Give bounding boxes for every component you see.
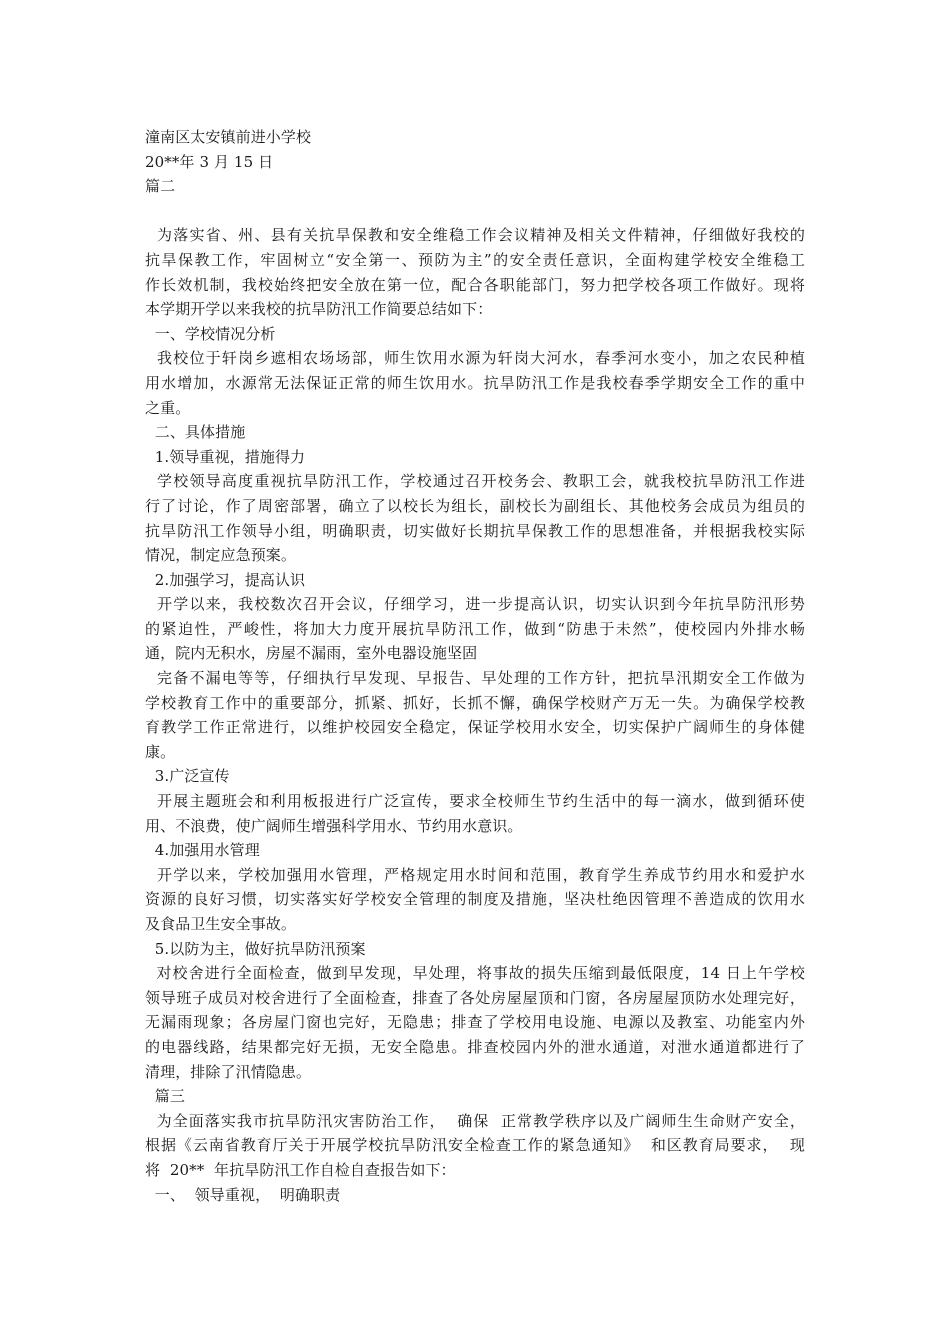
subheading-5: 5.以防为主，做好抗旱防汛预案 xyxy=(145,939,366,958)
paragraph-line: 育教学工作正常进行，以维护校园安全稳定，保证学校用水安全，切实保护广阔师生的身体健 xyxy=(145,718,805,737)
paragraph-line: 抗旱保教工作，牢固树立“安全第一、预防为主”的安全责任意识，全面构建学校安全维稳工 xyxy=(145,250,805,269)
section-title-2: 篇二 xyxy=(145,177,176,196)
paragraph-line: 通，院内无积水，房屋不漏雨，室外电器设施坚固 xyxy=(145,644,478,663)
paragraph-line: 学校教育工作中的重要部分，抓紧、抓好，长抓不懈，确保学校财产万无一失。为确保学校教 xyxy=(145,693,805,712)
paragraph-line: 的电器线路，结果都完好无损，无安全隐患。排查校园内外的泄水通道，对泄水通道都进行了 xyxy=(145,1037,805,1056)
subheading-3: 3.广泛宣传 xyxy=(145,767,230,786)
report-date: 20**年 3 月 15 日 xyxy=(145,152,274,171)
paragraph-line: 将 20** 年抗旱防汛工作自检自查报告如下： xyxy=(145,1160,456,1179)
paragraph-line: 用、不浪费，使广阔师生增强科学用水、节约用水意识。 xyxy=(145,816,523,835)
paragraph-line: 根据《云南省教育厅关于开展学校抗旱防汛安全检查工作的紧急通知》 和区教育局要求， 现 xyxy=(145,1136,805,1155)
school-name: 潼南区太安镇前进小学校 xyxy=(145,128,312,146)
paragraph-line: 开学以来，我校数次召开会议，仔细学习，进一步提高认识，切实认识到今年抗旱防汛形势 xyxy=(145,595,805,614)
paragraph-line: 领导班子成员对校舍进行了全面检查，排查了各处房屋屋顶和门窗，各房屋屋顶防水处理完好， xyxy=(145,988,805,1007)
paragraph-line: 及食品卫生安全事故。 xyxy=(145,915,297,933)
blank-line xyxy=(145,199,805,224)
paragraph-line: 情况，制定应急预案。 xyxy=(145,546,297,565)
heading-leadership: 一、 领导重视， 明确职责 xyxy=(145,1185,341,1204)
subheading-2: 2.加强学习，提高认识 xyxy=(145,570,306,589)
paragraph-line: 抗旱防汛工作领导小组，明确职责，切实做好长期抗旱保教工作的思想准备，并根据我校实际 xyxy=(145,521,805,540)
heading-measures: 二、具体措施 xyxy=(145,423,246,442)
paragraph-line: 我校位于轩岗乡遮相农场场部，师生饮用水源为轩岗大河水，春季河水变小，加之农民种植 xyxy=(145,349,805,368)
subheading-4: 4.加强用水管理 xyxy=(145,841,260,860)
heading-school-analysis: 一、学校情况分析 xyxy=(145,324,276,343)
paragraph-line: 作长效机制，我校始终把安全放在第一位，配合各职能部门，努力把学校各项工作做好。现将 xyxy=(145,275,805,294)
paragraph-line: 完备不漏电等等，仔细执行早发现、早报告、早处理的工作方针，把抗旱汛期安全工作做为 xyxy=(145,669,805,688)
paragraph-line: 无漏雨现象；各房屋门窗也完好，无隐患；排查了学校用电设施、电源以及教室、功能室内外 xyxy=(145,1013,805,1032)
paragraph-line: 开展主题班会和利用板报进行广泛宣传，要求全校师生节约生活中的每一滴水，做到循环使 xyxy=(145,792,805,811)
paragraph-line: 对校舍进行全面检查，做到早发现，早处理，将事故的损失压缩到最低限度，14 日上午学校 xyxy=(145,964,805,983)
paragraph-line: 为全面落实我市抗旱防汛灾害防治工作， 确保 正常教学秩序以及广阔师生生命财产安全， xyxy=(145,1111,805,1130)
paragraph-line: 行了讨论，作了周密部署，确立了以校长为组长，副校长为副组长、其他校务会成员为组员的 xyxy=(145,496,805,515)
paragraph-line: 为落实省、州、县有关抗旱保教和安全维稳工作会议精神及相关文件精神，仔细做好我校的 xyxy=(145,226,805,245)
paragraph-line: 清理，排除了汛情隐患。 xyxy=(145,1062,312,1081)
paragraph-line: 康。 xyxy=(145,742,176,761)
paragraph-line: 学校领导高度重视抗旱防汛工作，学校通过召开校务会、教职工会，就我校抗旱防汛工作进 xyxy=(145,472,805,491)
paragraph-line: 之重。 xyxy=(145,398,191,417)
paragraph-line: 资源的良好习惯，切实落实好学校安全管理的制度及措施，坚决杜绝因管理不善造成的饮用水 xyxy=(145,890,805,909)
paragraph-line: 本学期开学以来我校的抗旱防汛工作简要总结如下： xyxy=(145,300,493,319)
paragraph-line: 用水增加，水源常无法保证正常的师生饮用水。抗旱防汛工作是我校春季学期安全工作的重中 xyxy=(145,373,805,392)
section-title-3: 篇三 xyxy=(145,1087,185,1106)
paragraph-line: 的紧迫性，严峻性，将加大力度开展抗旱防汛工作，做到“防患于未然”，使校园内外排水畅 xyxy=(145,619,805,638)
subheading-1: 1.领导重视，措施得力 xyxy=(145,447,306,466)
document-body xyxy=(145,125,805,1207)
paragraph-line: 开学以来，学校加强用水管理，严格规定用水时间和范围，教育学生养成节约用水和爱护水 xyxy=(145,865,805,884)
